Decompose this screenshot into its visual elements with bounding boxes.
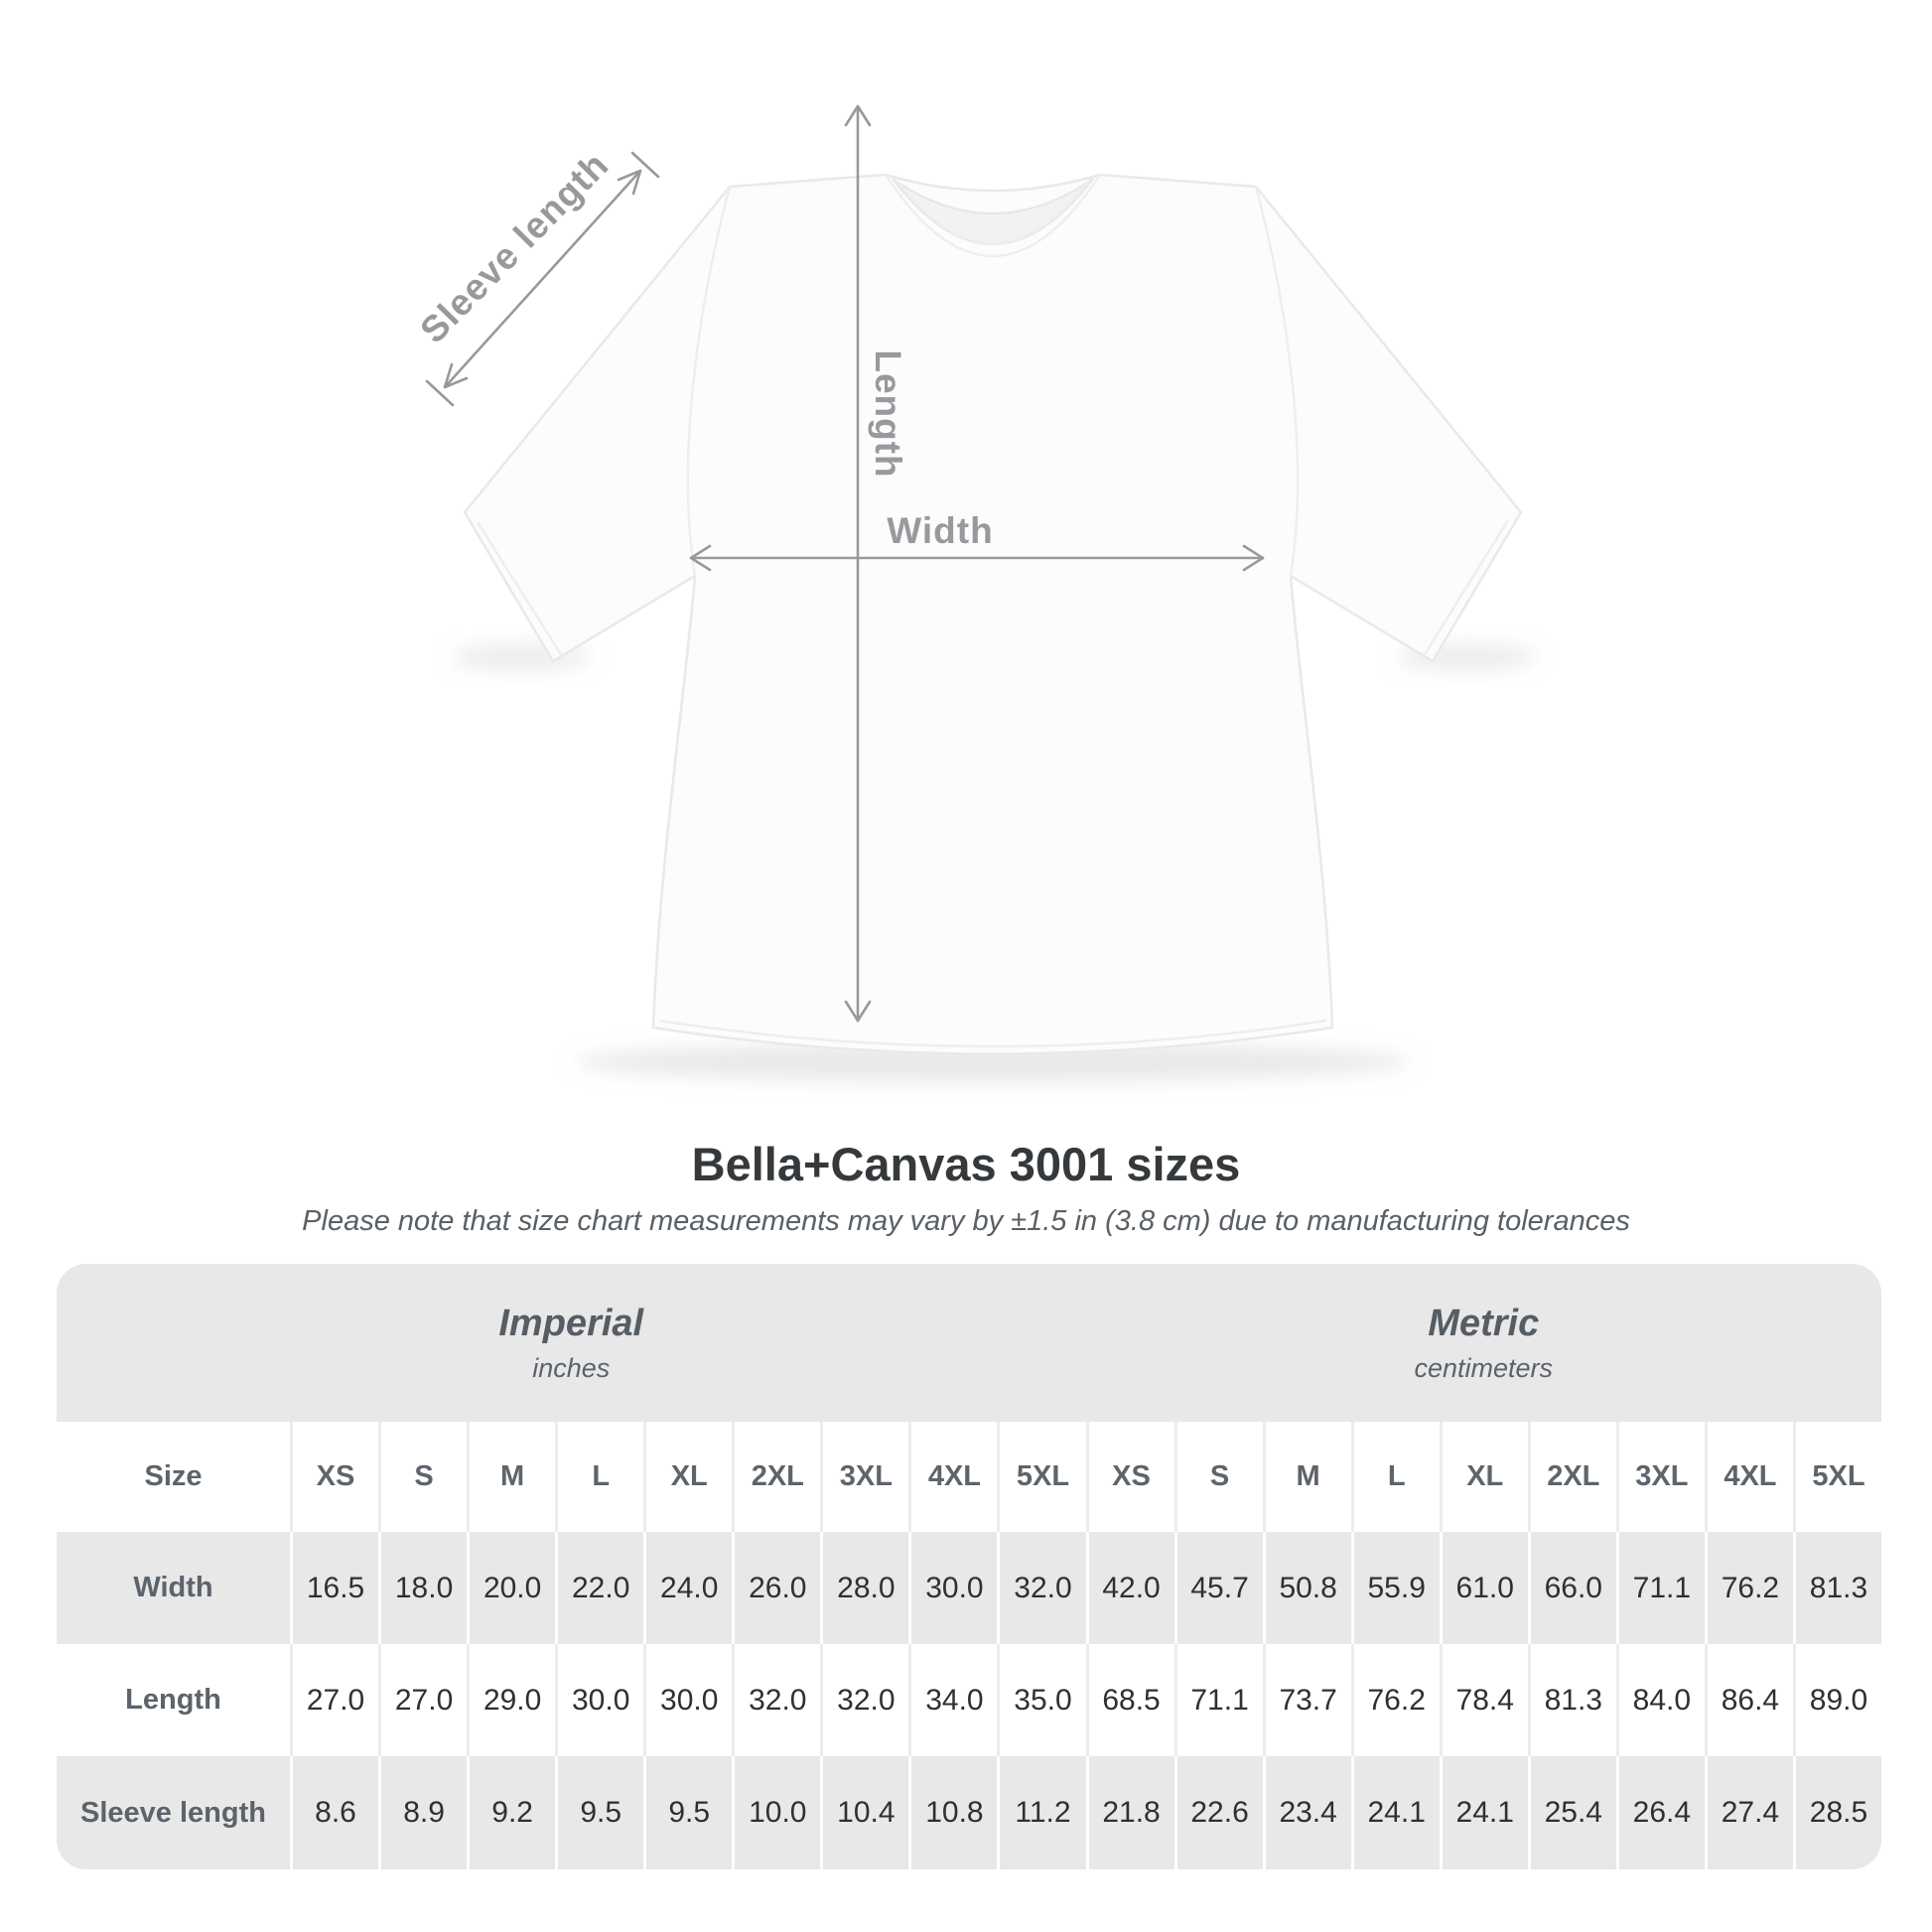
imperial-size-header: 5XL	[997, 1422, 1085, 1532]
imperial-value-cell: 30.0	[555, 1644, 643, 1756]
imperial-size-header: XS	[290, 1422, 378, 1532]
metric-group-unit: centimeters	[1414, 1352, 1554, 1383]
page-title: Bella+Canvas 3001 sizes	[691, 1138, 1241, 1190]
imperial-value-cell: 35.0	[997, 1644, 1085, 1756]
imperial-value-cell: 10.4	[820, 1756, 908, 1869]
metric-size-header: 3XL	[1616, 1422, 1705, 1532]
metric-value-cell: 45.7	[1174, 1532, 1263, 1644]
imperial-value-cell: 9.2	[467, 1756, 555, 1869]
imperial-value-cell: 26.0	[732, 1532, 820, 1644]
metric-value-cell: 76.2	[1705, 1532, 1793, 1644]
metric-value-cell: 55.9	[1351, 1532, 1440, 1644]
imperial-value-cell: 9.5	[555, 1756, 643, 1869]
metric-value-cell: 26.4	[1616, 1756, 1705, 1869]
imperial-value-cell: 9.5	[643, 1756, 732, 1869]
imperial-group-name: Imperial	[498, 1302, 644, 1344]
imperial-value-cell: 28.0	[820, 1532, 908, 1644]
imperial-size-header: L	[555, 1422, 643, 1532]
imperial-group-header	[57, 1264, 1086, 1422]
imperial-value-cell: 30.0	[908, 1532, 997, 1644]
imperial-size-header: 4XL	[908, 1422, 997, 1532]
imperial-value-cell: 24.0	[643, 1532, 732, 1644]
size-corner-header: Size	[57, 1422, 290, 1532]
imperial-value-cell: 32.0	[820, 1644, 908, 1756]
metric-value-cell: 71.1	[1174, 1644, 1263, 1756]
metric-size-header: S	[1174, 1422, 1263, 1532]
imperial-value-cell: 22.0	[555, 1532, 643, 1644]
size-table	[57, 1264, 1881, 1869]
metric-value-cell: 71.1	[1616, 1532, 1705, 1644]
imperial-size-header: M	[467, 1422, 555, 1532]
metric-value-cell: 22.6	[1174, 1756, 1263, 1869]
imperial-value-cell: 27.0	[290, 1644, 378, 1756]
imperial-group-unit: inches	[532, 1352, 611, 1383]
metric-size-header: 4XL	[1705, 1422, 1793, 1532]
metric-size-header: 2XL	[1528, 1422, 1616, 1532]
imperial-value-cell: 18.0	[378, 1532, 467, 1644]
imperial-value-cell: 16.5	[290, 1532, 378, 1644]
imperial-size-header: S	[378, 1422, 467, 1532]
metric-value-cell: 24.1	[1351, 1756, 1440, 1869]
row-label: Sleeve length	[57, 1756, 290, 1869]
metric-value-cell: 84.0	[1616, 1644, 1705, 1756]
metric-value-cell: 42.0	[1086, 1532, 1174, 1644]
tshirt-body	[465, 175, 1521, 1054]
metric-group-name: Metric	[1428, 1302, 1540, 1344]
metric-size-header: 5XL	[1793, 1422, 1881, 1532]
row-label: Length	[57, 1644, 290, 1756]
metric-value-cell: 21.8	[1086, 1756, 1174, 1869]
imperial-size-header: 2XL	[732, 1422, 820, 1532]
metric-value-cell: 81.3	[1793, 1532, 1881, 1644]
imperial-value-cell: 32.0	[997, 1532, 1085, 1644]
metric-value-cell: 68.5	[1086, 1644, 1174, 1756]
sleeve-length-label: Sleeve length	[412, 144, 617, 351]
metric-size-header: XS	[1086, 1422, 1174, 1532]
imperial-value-cell: 34.0	[908, 1644, 997, 1756]
metric-value-cell: 61.0	[1440, 1532, 1528, 1644]
length-label: Length	[868, 349, 909, 479]
imperial-value-cell: 29.0	[467, 1644, 555, 1756]
imperial-value-cell: 32.0	[732, 1644, 820, 1756]
imperial-value-cell: 11.2	[997, 1756, 1085, 1869]
page-subtitle: Please note that size chart measurements may vary by ±1.5 in (3.8 cm) due to manufacturing tolerances	[302, 1205, 1630, 1237]
metric-value-cell: 50.8	[1263, 1532, 1351, 1644]
metric-value-cell: 89.0	[1793, 1644, 1881, 1756]
imperial-value-cell: 30.0	[643, 1644, 732, 1756]
metric-value-cell: 24.1	[1440, 1756, 1528, 1869]
title-block	[0, 1138, 1932, 1239]
metric-value-cell: 23.4	[1263, 1756, 1351, 1869]
imperial-value-cell: 10.8	[908, 1756, 997, 1869]
imperial-value-cell: 20.0	[467, 1532, 555, 1644]
metric-value-cell: 25.4	[1528, 1756, 1616, 1869]
metric-size-header: XL	[1440, 1422, 1528, 1532]
imperial-size-header: 3XL	[820, 1422, 908, 1532]
imperial-value-cell: 8.9	[378, 1756, 467, 1869]
imperial-value-cell: 10.0	[732, 1756, 820, 1869]
row-label: Width	[57, 1532, 290, 1644]
metric-value-cell: 81.3	[1528, 1644, 1616, 1756]
metric-value-cell: 27.4	[1705, 1756, 1793, 1869]
metric-value-cell: 78.4	[1440, 1644, 1528, 1756]
metric-value-cell: 66.0	[1528, 1532, 1616, 1644]
metric-value-cell: 28.5	[1793, 1756, 1881, 1869]
imperial-size-header: XL	[643, 1422, 732, 1532]
width-label: Width	[887, 510, 994, 551]
metric-size-header: L	[1351, 1422, 1440, 1532]
metric-value-cell: 76.2	[1351, 1644, 1440, 1756]
metric-value-cell: 73.7	[1263, 1644, 1351, 1756]
metric-group-header	[1086, 1264, 1882, 1422]
imperial-value-cell: 8.6	[290, 1756, 378, 1869]
imperial-value-cell: 27.0	[378, 1644, 467, 1756]
metric-size-header: M	[1263, 1422, 1351, 1532]
metric-value-cell: 86.4	[1705, 1644, 1793, 1756]
